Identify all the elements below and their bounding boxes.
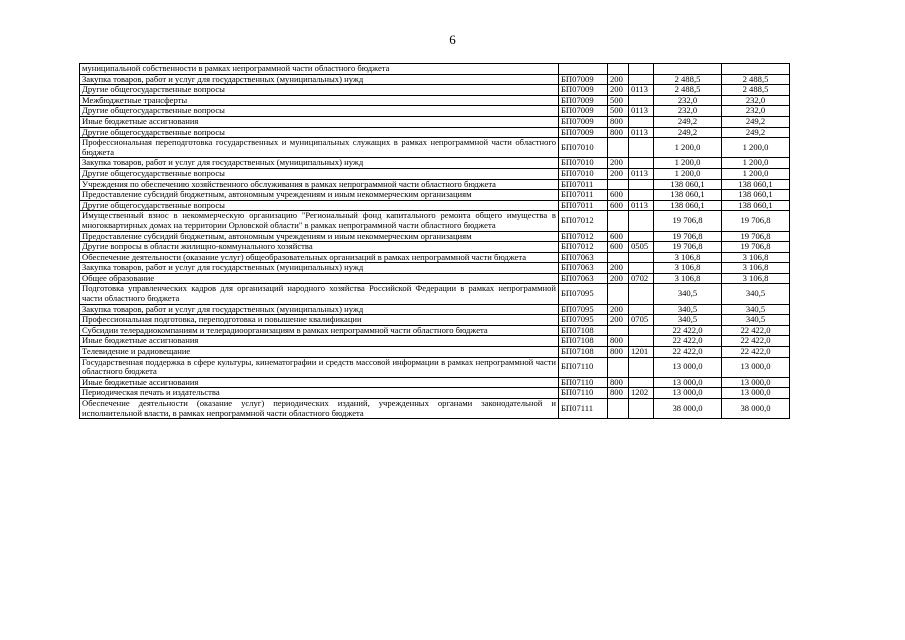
table-row: [80, 85, 790, 96]
target-item-code-cell: БП07111: [559, 399, 608, 419]
expense-type-cell: 800: [608, 116, 629, 127]
amount-year-2-cell: 232,0: [722, 95, 790, 106]
expense-type-cell: 600: [608, 190, 629, 201]
table-row: [80, 304, 790, 315]
row-name-cell: Профессиональная подготовка, переподготовка и повышение квалификации: [80, 315, 559, 326]
expense-type-cell: [608, 252, 629, 263]
target-item-code-cell: БП07110: [559, 357, 608, 377]
section-code-cell: [629, 116, 654, 127]
row-name-cell: Межбюджетные трансферты: [80, 95, 559, 106]
row-name-cell: Телевидение и радиовещание: [80, 347, 559, 358]
target-item-code-cell: БП07010: [559, 168, 608, 179]
expense-type-cell: 500: [608, 95, 629, 106]
amount-year-2-cell: 340,5: [722, 315, 790, 326]
target-item-code-cell: БП07012: [559, 231, 608, 242]
amount-year-2-cell: 249,2: [722, 127, 790, 138]
row-name-cell: Другие общегосударственные вопросы: [80, 85, 559, 96]
amount-year-2-cell: 13 000,0: [722, 377, 790, 388]
amount-year-1-cell: 13 000,0: [654, 388, 722, 399]
section-code-cell: [629, 399, 654, 419]
table-row: [80, 138, 790, 158]
row-name-cell: Государственная поддержка в сфере культуры, кинематографии и средств массовой информации в рамках непрограммной части областного бюджета: [80, 357, 559, 377]
expense-type-cell: 800: [608, 377, 629, 388]
expense-type-cell: 200: [608, 273, 629, 284]
section-code-cell: 1202: [629, 388, 654, 399]
amount-year-1-cell: 22 422,0: [654, 325, 722, 336]
amount-year-1-cell: 138 060,1: [654, 200, 722, 211]
amount-year-2-cell: 22 422,0: [722, 325, 790, 336]
row-name-cell: Иные бюджетные ассигнования: [80, 377, 559, 388]
row-name-cell: Подготовка управленческих кадров для организаций народного хозяйства Российской Федерации в рамках непрограммной части областного бюджета: [80, 284, 559, 304]
amount-year-1-cell: 13 000,0: [654, 357, 722, 377]
table-row: [80, 357, 790, 377]
amount-year-2-cell: 19 706,8: [722, 242, 790, 253]
expense-type-cell: 600: [608, 231, 629, 242]
row-name-cell: Закупка товаров, работ и услуг для государственных (муниципальных) нужд: [80, 263, 559, 274]
table-row: [80, 95, 790, 106]
expense-type-cell: 200: [608, 315, 629, 326]
table-row: [80, 179, 790, 190]
amount-year-2-cell: 340,5: [722, 284, 790, 304]
expense-type-cell: [608, 325, 629, 336]
table-row: [80, 325, 790, 336]
amount-year-2-cell: 1 200,0: [722, 138, 790, 158]
amount-year-1-cell: 3 106,8: [654, 273, 722, 284]
target-item-code-cell: БП07009: [559, 127, 608, 138]
expense-type-cell: [608, 138, 629, 158]
row-name-cell: Другие общегосударственные вопросы: [80, 127, 559, 138]
expense-type-cell: 600: [608, 242, 629, 253]
target-item-code-cell: БП07009: [559, 116, 608, 127]
table-row: [80, 127, 790, 138]
row-name-cell: Имущественный взнос в некоммерческую организацию "Региональный фонд капитального ремонта общего имущества в многоквартирных домах на территории Орловской области" в рамках непрограммной части областного бюджета: [80, 211, 559, 231]
table-row: [80, 231, 790, 242]
table-row: [80, 64, 790, 75]
row-name-cell: Обеспечение деятельности (оказание услуг) общеобразовательных организаций в рамках непрограммной части бюджета: [80, 252, 559, 263]
amount-year-2-cell: 249,2: [722, 116, 790, 127]
row-name-cell: Другие общегосударственные вопросы: [80, 168, 559, 179]
expense-type-cell: [608, 179, 629, 190]
target-item-code-cell: БП07009: [559, 106, 608, 117]
expense-type-cell: 200: [608, 74, 629, 85]
target-item-code-cell: БП07063: [559, 252, 608, 263]
amount-year-1-cell: 232,0: [654, 106, 722, 117]
expense-type-cell: 200: [608, 85, 629, 96]
row-name-cell: Закупка товаров, работ и услуг для государственных (муниципальных) нужд: [80, 158, 559, 169]
row-name-cell: Предоставление субсидий бюджетным, автономным учреждениям и иным некоммерческим организациям: [80, 231, 559, 242]
amount-year-2-cell: 138 060,1: [722, 179, 790, 190]
amount-year-2-cell: 138 060,1: [722, 190, 790, 201]
amount-year-1-cell: 22 422,0: [654, 336, 722, 347]
row-name-cell: Закупка товаров, работ и услуг для государственных (муниципальных) нужд: [80, 304, 559, 315]
table-row: [80, 252, 790, 263]
amount-year-1-cell: 19 706,8: [654, 242, 722, 253]
amount-year-1-cell: 2 488,5: [654, 74, 722, 85]
expense-type-cell: 200: [608, 304, 629, 315]
expense-type-cell: 600: [608, 200, 629, 211]
amount-year-2-cell: 138 060,1: [722, 200, 790, 211]
section-code-cell: 0113: [629, 168, 654, 179]
amount-year-2-cell: 2 488,5: [722, 74, 790, 85]
section-code-cell: 0705: [629, 315, 654, 326]
section-code-cell: 0113: [629, 200, 654, 211]
target-item-code-cell: БП07095: [559, 284, 608, 304]
section-code-cell: [629, 64, 654, 75]
target-item-code-cell: [559, 64, 608, 75]
expense-type-cell: [608, 211, 629, 231]
section-code-cell: [629, 377, 654, 388]
section-code-cell: [629, 231, 654, 242]
row-name-cell: Иные бюджетные ассигнования: [80, 116, 559, 127]
table-row: [80, 168, 790, 179]
amount-year-2-cell: 38 000,0: [722, 399, 790, 419]
amount-year-2-cell: 1 200,0: [722, 158, 790, 169]
target-item-code-cell: БП07108: [559, 347, 608, 358]
amount-year-1-cell: 13 000,0: [654, 377, 722, 388]
target-item-code-cell: БП07110: [559, 377, 608, 388]
amount-year-2-cell: 340,5: [722, 304, 790, 315]
amount-year-1-cell: 1 200,0: [654, 158, 722, 169]
target-item-code-cell: БП07063: [559, 273, 608, 284]
section-code-cell: [629, 252, 654, 263]
table-row: [80, 399, 790, 419]
amount-year-1-cell: 3 106,8: [654, 252, 722, 263]
amount-year-1-cell: 3 106,8: [654, 263, 722, 274]
section-code-cell: 0113: [629, 106, 654, 117]
amount-year-2-cell: 13 000,0: [722, 357, 790, 377]
table-row: [80, 106, 790, 117]
section-code-cell: 0702: [629, 273, 654, 284]
section-code-cell: [629, 190, 654, 201]
table-row: [80, 336, 790, 347]
expense-type-cell: [608, 357, 629, 377]
table-row: [80, 263, 790, 274]
section-code-cell: [629, 158, 654, 169]
expense-type-cell: 800: [608, 336, 629, 347]
amount-year-1-cell: 2 488,5: [654, 85, 722, 96]
table-row: [80, 347, 790, 358]
amount-year-1-cell: 1 200,0: [654, 168, 722, 179]
table-row: [80, 116, 790, 127]
expense-type-cell: 200: [608, 168, 629, 179]
target-item-code-cell: БП07011: [559, 190, 608, 201]
table-row: [80, 158, 790, 169]
table-row: [80, 190, 790, 201]
amount-year-1-cell: 38 000,0: [654, 399, 722, 419]
row-name-cell: муниципальной собственности в рамках непрограммной части областного бюджета: [80, 64, 559, 75]
expense-type-cell: [608, 284, 629, 304]
row-name-cell: Предоставление субсидий бюджетным, автономным учреждениям и иным некоммерческим организациям: [80, 190, 559, 201]
table-row: [80, 273, 790, 284]
row-name-cell: Обеспечение деятельности (оказание услуг) периодических изданий, учрежденных органами законодательной и исполнительной власти, в рамках непрограммной части областного бюджета: [80, 399, 559, 419]
table-row: [80, 242, 790, 253]
budget-table: [79, 63, 790, 419]
section-code-cell: [629, 211, 654, 231]
amount-year-2-cell: 19 706,8: [722, 211, 790, 231]
amount-year-1-cell: 22 422,0: [654, 347, 722, 358]
expense-type-cell: 500: [608, 106, 629, 117]
table-row: [80, 200, 790, 211]
table-row: [80, 377, 790, 388]
amount-year-2-cell: 2 488,5: [722, 85, 790, 96]
amount-year-1-cell: 340,5: [654, 284, 722, 304]
amount-year-2-cell: 1 200,0: [722, 168, 790, 179]
target-item-code-cell: БП07063: [559, 263, 608, 274]
amount-year-2-cell: [722, 64, 790, 75]
expense-type-cell: 800: [608, 347, 629, 358]
target-item-code-cell: БП07011: [559, 200, 608, 211]
amount-year-1-cell: 1 200,0: [654, 138, 722, 158]
section-code-cell: [629, 74, 654, 85]
section-code-cell: [629, 336, 654, 347]
target-item-code-cell: БП07010: [559, 158, 608, 169]
table-row: [80, 315, 790, 326]
target-item-code-cell: БП07009: [559, 85, 608, 96]
table-row: [80, 74, 790, 85]
expense-type-cell: 200: [608, 158, 629, 169]
row-name-cell: Другие общегосударственные вопросы: [80, 106, 559, 117]
section-code-cell: [629, 304, 654, 315]
target-item-code-cell: БП07012: [559, 211, 608, 231]
table-row: [80, 284, 790, 304]
amount-year-1-cell: 138 060,1: [654, 190, 722, 201]
amount-year-2-cell: 3 106,8: [722, 273, 790, 284]
amount-year-2-cell: 13 000,0: [722, 388, 790, 399]
section-code-cell: [629, 284, 654, 304]
expense-type-cell: [608, 399, 629, 419]
table-row: [80, 211, 790, 231]
amount-year-2-cell: 3 106,8: [722, 263, 790, 274]
row-name-cell: Профессиональная переподготовка государственных и муниципальных служащих в рамках непрограммной части областного бюджета: [80, 138, 559, 158]
target-item-code-cell: БП07110: [559, 388, 608, 399]
amount-year-1-cell: 19 706,8: [654, 211, 722, 231]
target-item-code-cell: БП07010: [559, 138, 608, 158]
section-code-cell: [629, 357, 654, 377]
amount-year-1-cell: [654, 64, 722, 75]
section-code-cell: [629, 95, 654, 106]
target-item-code-cell: БП07012: [559, 242, 608, 253]
amount-year-2-cell: 232,0: [722, 106, 790, 117]
amount-year-2-cell: 19 706,8: [722, 231, 790, 242]
row-name-cell: Иные бюджетные ассигнования: [80, 336, 559, 347]
amount-year-2-cell: 22 422,0: [722, 336, 790, 347]
section-code-cell: 0113: [629, 85, 654, 96]
section-code-cell: [629, 138, 654, 158]
row-name-cell: Учреждения по обеспечению хозяйственного обслуживания в рамках непрограммной части областного бюджета: [80, 179, 559, 190]
amount-year-1-cell: 232,0: [654, 95, 722, 106]
row-name-cell: Субсидии телерадиокомпаниям и телерадиоорганизациям в рамках непрограммной части областного бюджета: [80, 325, 559, 336]
target-item-code-cell: БП07095: [559, 304, 608, 315]
row-name-cell: Другие общегосударственные вопросы: [80, 200, 559, 211]
amount-year-1-cell: 340,5: [654, 304, 722, 315]
expense-type-cell: 800: [608, 127, 629, 138]
budget-table-body: [80, 64, 790, 419]
section-code-cell: [629, 263, 654, 274]
amount-year-1-cell: 138 060,1: [654, 179, 722, 190]
row-name-cell: Другие вопросы в области жилищно-коммунального хозяйства: [80, 242, 559, 253]
row-name-cell: Общее образование: [80, 273, 559, 284]
amount-year-2-cell: 22 422,0: [722, 347, 790, 358]
expense-type-cell: 800: [608, 388, 629, 399]
target-item-code-cell: БП07009: [559, 95, 608, 106]
section-code-cell: 1201: [629, 347, 654, 358]
row-name-cell: Периодическая печать и издательства: [80, 388, 559, 399]
amount-year-1-cell: 249,2: [654, 116, 722, 127]
section-code-cell: [629, 179, 654, 190]
expense-type-cell: [608, 64, 629, 75]
amount-year-2-cell: 3 106,8: [722, 252, 790, 263]
amount-year-1-cell: 340,5: [654, 315, 722, 326]
section-code-cell: 0505: [629, 242, 654, 253]
section-code-cell: 0113: [629, 127, 654, 138]
target-item-code-cell: БП07009: [559, 74, 608, 85]
expense-type-cell: 200: [608, 263, 629, 274]
row-name-cell: Закупка товаров, работ и услуг для государственных (муниципальных) нужд: [80, 74, 559, 85]
target-item-code-cell: БП07095: [559, 315, 608, 326]
amount-year-1-cell: 249,2: [654, 127, 722, 138]
target-item-code-cell: БП07108: [559, 325, 608, 336]
page-number: 6: [449, 32, 456, 47]
target-item-code-cell: БП07108: [559, 336, 608, 347]
amount-year-1-cell: 19 706,8: [654, 231, 722, 242]
table-row: [80, 388, 790, 399]
target-item-code-cell: БП07011: [559, 179, 608, 190]
section-code-cell: [629, 325, 654, 336]
